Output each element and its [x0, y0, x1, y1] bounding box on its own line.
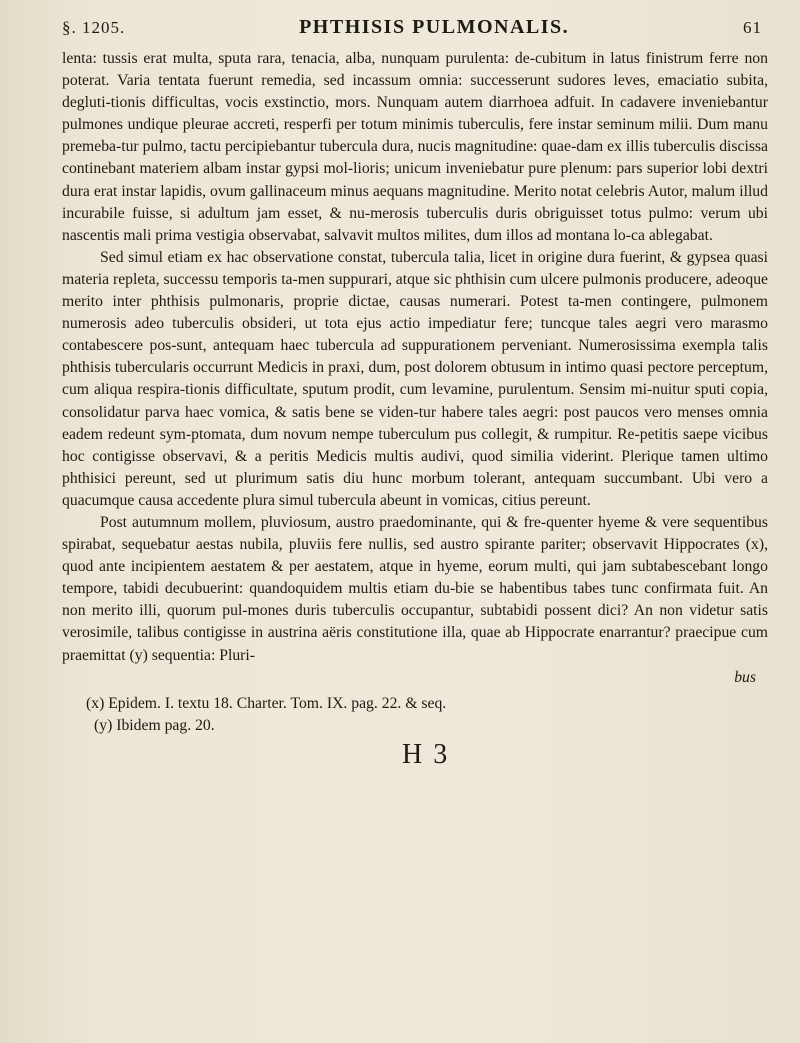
section-number: §. 1205. — [62, 18, 126, 37]
paragraph-2: Sed simul etiam ex hac observatione constat, tubercula talia, licet in origine dura fuerint, & gypsea quasi materia repleta, successu temporis ta-men suppurari, atque sic phthisin cum ulcere pulmonis producere, adeoque merito inter phthisis pulmonaris, proprie dictae, causas numerari. Potest ta-men contingere, pulmonem numerosis adeo tuberculis obsideri, ut tota ejus actio impediatur fere; tuncque tales aegri vero marasmo contabescere pos-sunt, antequam haec tubercula ad suppurationem perveniant. Numerosissima exempla talis phthisis tubercularis occurrunt Medicis in praxi, dum, post dolorem obtusum in intimo quasi pectore perceptum, cum aliqua respira-tionis difficultate, sputum prodit, cum levamine, purulentum. Sensim mi-nuitur sputi copia, consolidatur parva haec vomica, & satis bene se viden-tur habere tales aegri: post paucos vero menses omnia eadem redeunt sym-ptomata, dum novum nempe tuberculum pus collegit, & rumpitur. Re-petitis saepe vicibus hoc contigisse observavi, & a peritis Medicis multis audivi, quod similia viderint. Plerique tamen ultimo phthisici pereunt, sed ut plurimum satis diu hunc morbum tolerant, antequam succumbant. Ubi vero a quacumque causa accedente plura simul tubercula abeunt in vomicas, citius pereunt. — [62, 248, 768, 509]
signature-mark: H 3 — [402, 738, 450, 770]
footnote-x: (x) Epidem. I. textu 18. Charter. Tom. IX. pag. 22. & seq. — [86, 694, 447, 712]
footnote-y: (y) Ibidem pag. 20. — [94, 716, 215, 734]
footnotes — [62, 693, 768, 737]
running-head — [62, 16, 768, 46]
main-text — [62, 48, 768, 689]
catchword: bus — [734, 668, 756, 686]
paragraph-3: Post autumnum mollem, pluviosum, austro praedominante, qui & fre-quenter hyeme & vere sequentibus spirabat, sequebatur aestas nubila, pluviis fere nullis, sed austro spirante pariter; observavit Hippocrates (x), quod ante incipientem aestatem & per aestatem, atque in hyeme, eorum multi, qui jam subtabescebant longo tempore, tabidi decubuerint: quandoquidem multis etiam du-bie se habentibus tabes tunc confirmata fuit. An non merito illi, quorum pul-mones duris tuberculis occupantur, subtabidi possent dici? An non videtur satis verosimile, talibus contigisse in austrina aëris constitutione illa, quae ab Hippocrate enarrantur? praecipue cum praemittat (y) sequentia: Pluri- — [62, 513, 768, 664]
running-title: PHTHISIS PULMONALIS. — [299, 16, 570, 38]
paragraph-1: lenta: tussis erat multa, sputa rara, tenacia, alba, nunquam purulenta: de-cubitum in latus finistrum ferre non poterat. Varia tentata fuerunt remedia, sed incassum omnia: successerunt sudores leves, emaciatio subita, degluti-tionis difficultas, vocis exstinctio, mors. Nunquam autem diarrhoea adfuit. In cadavere inveniebantur pulmones undique pleurae accreti, resperfi per totum minimis tuberculis, fere instar seminum milii. Dum manu premeba-tur pulmo, tactu percipiebantur tubercula dura, nucis magnitudine: quae-dam ex illis tuberculis discissa continebant materiem albam instar gypsi mol-lioris; unicum inveniebatur pure plenum: pars superior lobi dextri dura erat instar lapidis, ovum gallinaceum minus aequans magnitudine. Merito notat celebris Autor, malum illud incurabile fuisse, si adultum jam esset, & nu-merosis tuberculis duris obriguisset totus pulmo: verum ubi nascentis mali prima vestigia observabat, salvavit multos milites, dum illos ad montana lo-ca ablegabat. — [62, 50, 768, 244]
page-number: 61 — [743, 18, 762, 37]
